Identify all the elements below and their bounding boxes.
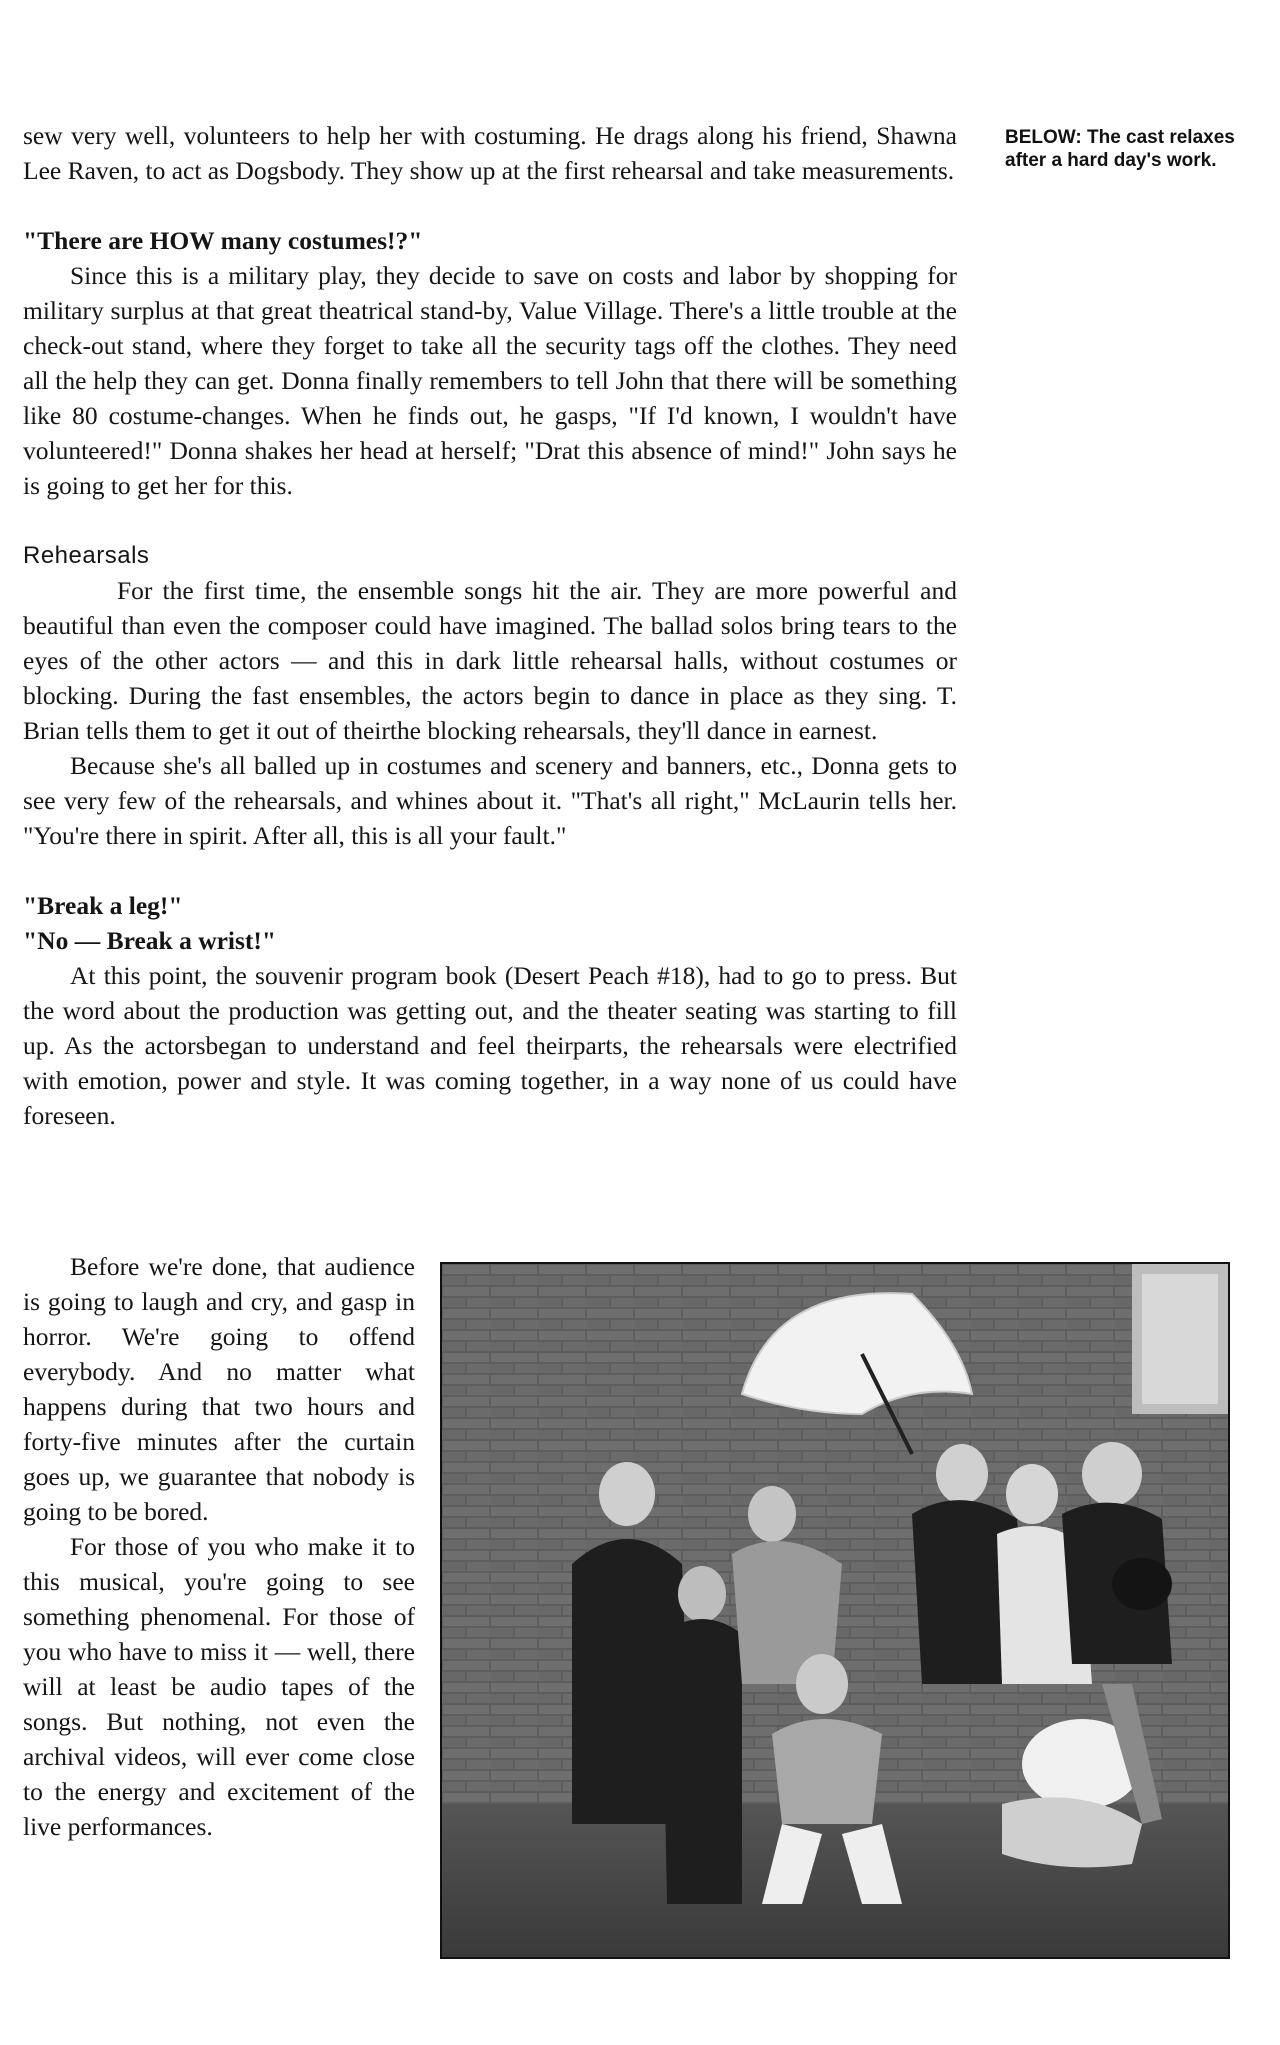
article-column: [23, 118, 957, 1133]
costumes-paragraph: Since this is a military play, they decide to save on costs and labor by shopping for military surplus at that great theatrical stand-by, Value Village. There's a little trouble at the check-out stand, where they forget to take all the security tags off the clothes. They need all the help they can get. Donna finally remembers to tell John that there will be something like 80 costume-changes. When he finds out, he gasps, "If I'd known, I wouldn't have volunteered!" Donna shakes her head at herself; "Drat this absence of mind!" John says he is going to get her for this.: [23, 261, 957, 500]
rehearsals-paragraph-2: Because she's all balled up in costumes and scenery and banners, etc., Donna gets to see very few of the rehearsals, and whines about it. "That's all right," McLaurin tells her. "You're there in spirit. After all, this is all your fault.": [23, 751, 957, 850]
closing-column: [23, 1249, 415, 1844]
closing-paragraph-1: Before we're done, that audience is going to laugh and cry, and gasp in horror. We're going to offend everybody. And no matter what happens during that two hours and forty-five minutes after the curtain goes up, we guarantee that nobody is going to be bored.: [23, 1252, 415, 1526]
closing-paragraph-2: For those of you who make it to this musical, you're going to see something phenomenal. For those of you who have to miss it — well, there will at least be audio tapes of the songs. But nothing, not even the archival videos, will ever come close to the energy and excitement of the live performances.: [23, 1532, 415, 1841]
caption-label: BELOW:: [1005, 127, 1082, 148]
section-heading-break-wrist: "No — Break a wrist!": [23, 926, 277, 955]
caption-text: The cast relaxes after a hard day's work.: [1005, 127, 1235, 171]
photo-caption: [1005, 126, 1245, 172]
section-heading-rehearsals: Rehearsals: [23, 542, 150, 569]
cast-photo-illustration: [442, 1264, 1228, 1957]
cast-photo: [440, 1262, 1230, 1959]
intro-paragraph: sew very well, volunteers to help her with costuming. He drags along his friend, Shawna Lee Raven, to act as Dogsbody. They show up at the first rehearsal and take measurements.: [23, 121, 957, 185]
section-heading-costumes: "There are HOW many costumes!?": [23, 226, 423, 255]
section-heading-break-leg: "Break a leg!": [23, 891, 183, 920]
rehearsals-paragraph-1: For the first time, the ensemble songs hit the air. They are more powerful and beautiful than even the composer could have imagined. The ballad solos bring tears to the eyes of the other actors — and this in dark little rehearsal halls, without costumes or blocking. During the fast ensembles, the actors begin to dance in place as they sing. T. Brian tells them to get it out of theirthe blocking rehearsals, they'll dance in earnest.: [23, 576, 957, 745]
break-paragraph: At this point, the souvenir program book (Desert Peach #18), had to go to press. But the word about the production was getting out, and the theater seating was starting to fill up. As the actorsbegan to understand and feel theirparts, the rehearsals were electrified with emotion, power and style. It was coming together, in a way none of us could have foreseen.: [23, 961, 957, 1130]
